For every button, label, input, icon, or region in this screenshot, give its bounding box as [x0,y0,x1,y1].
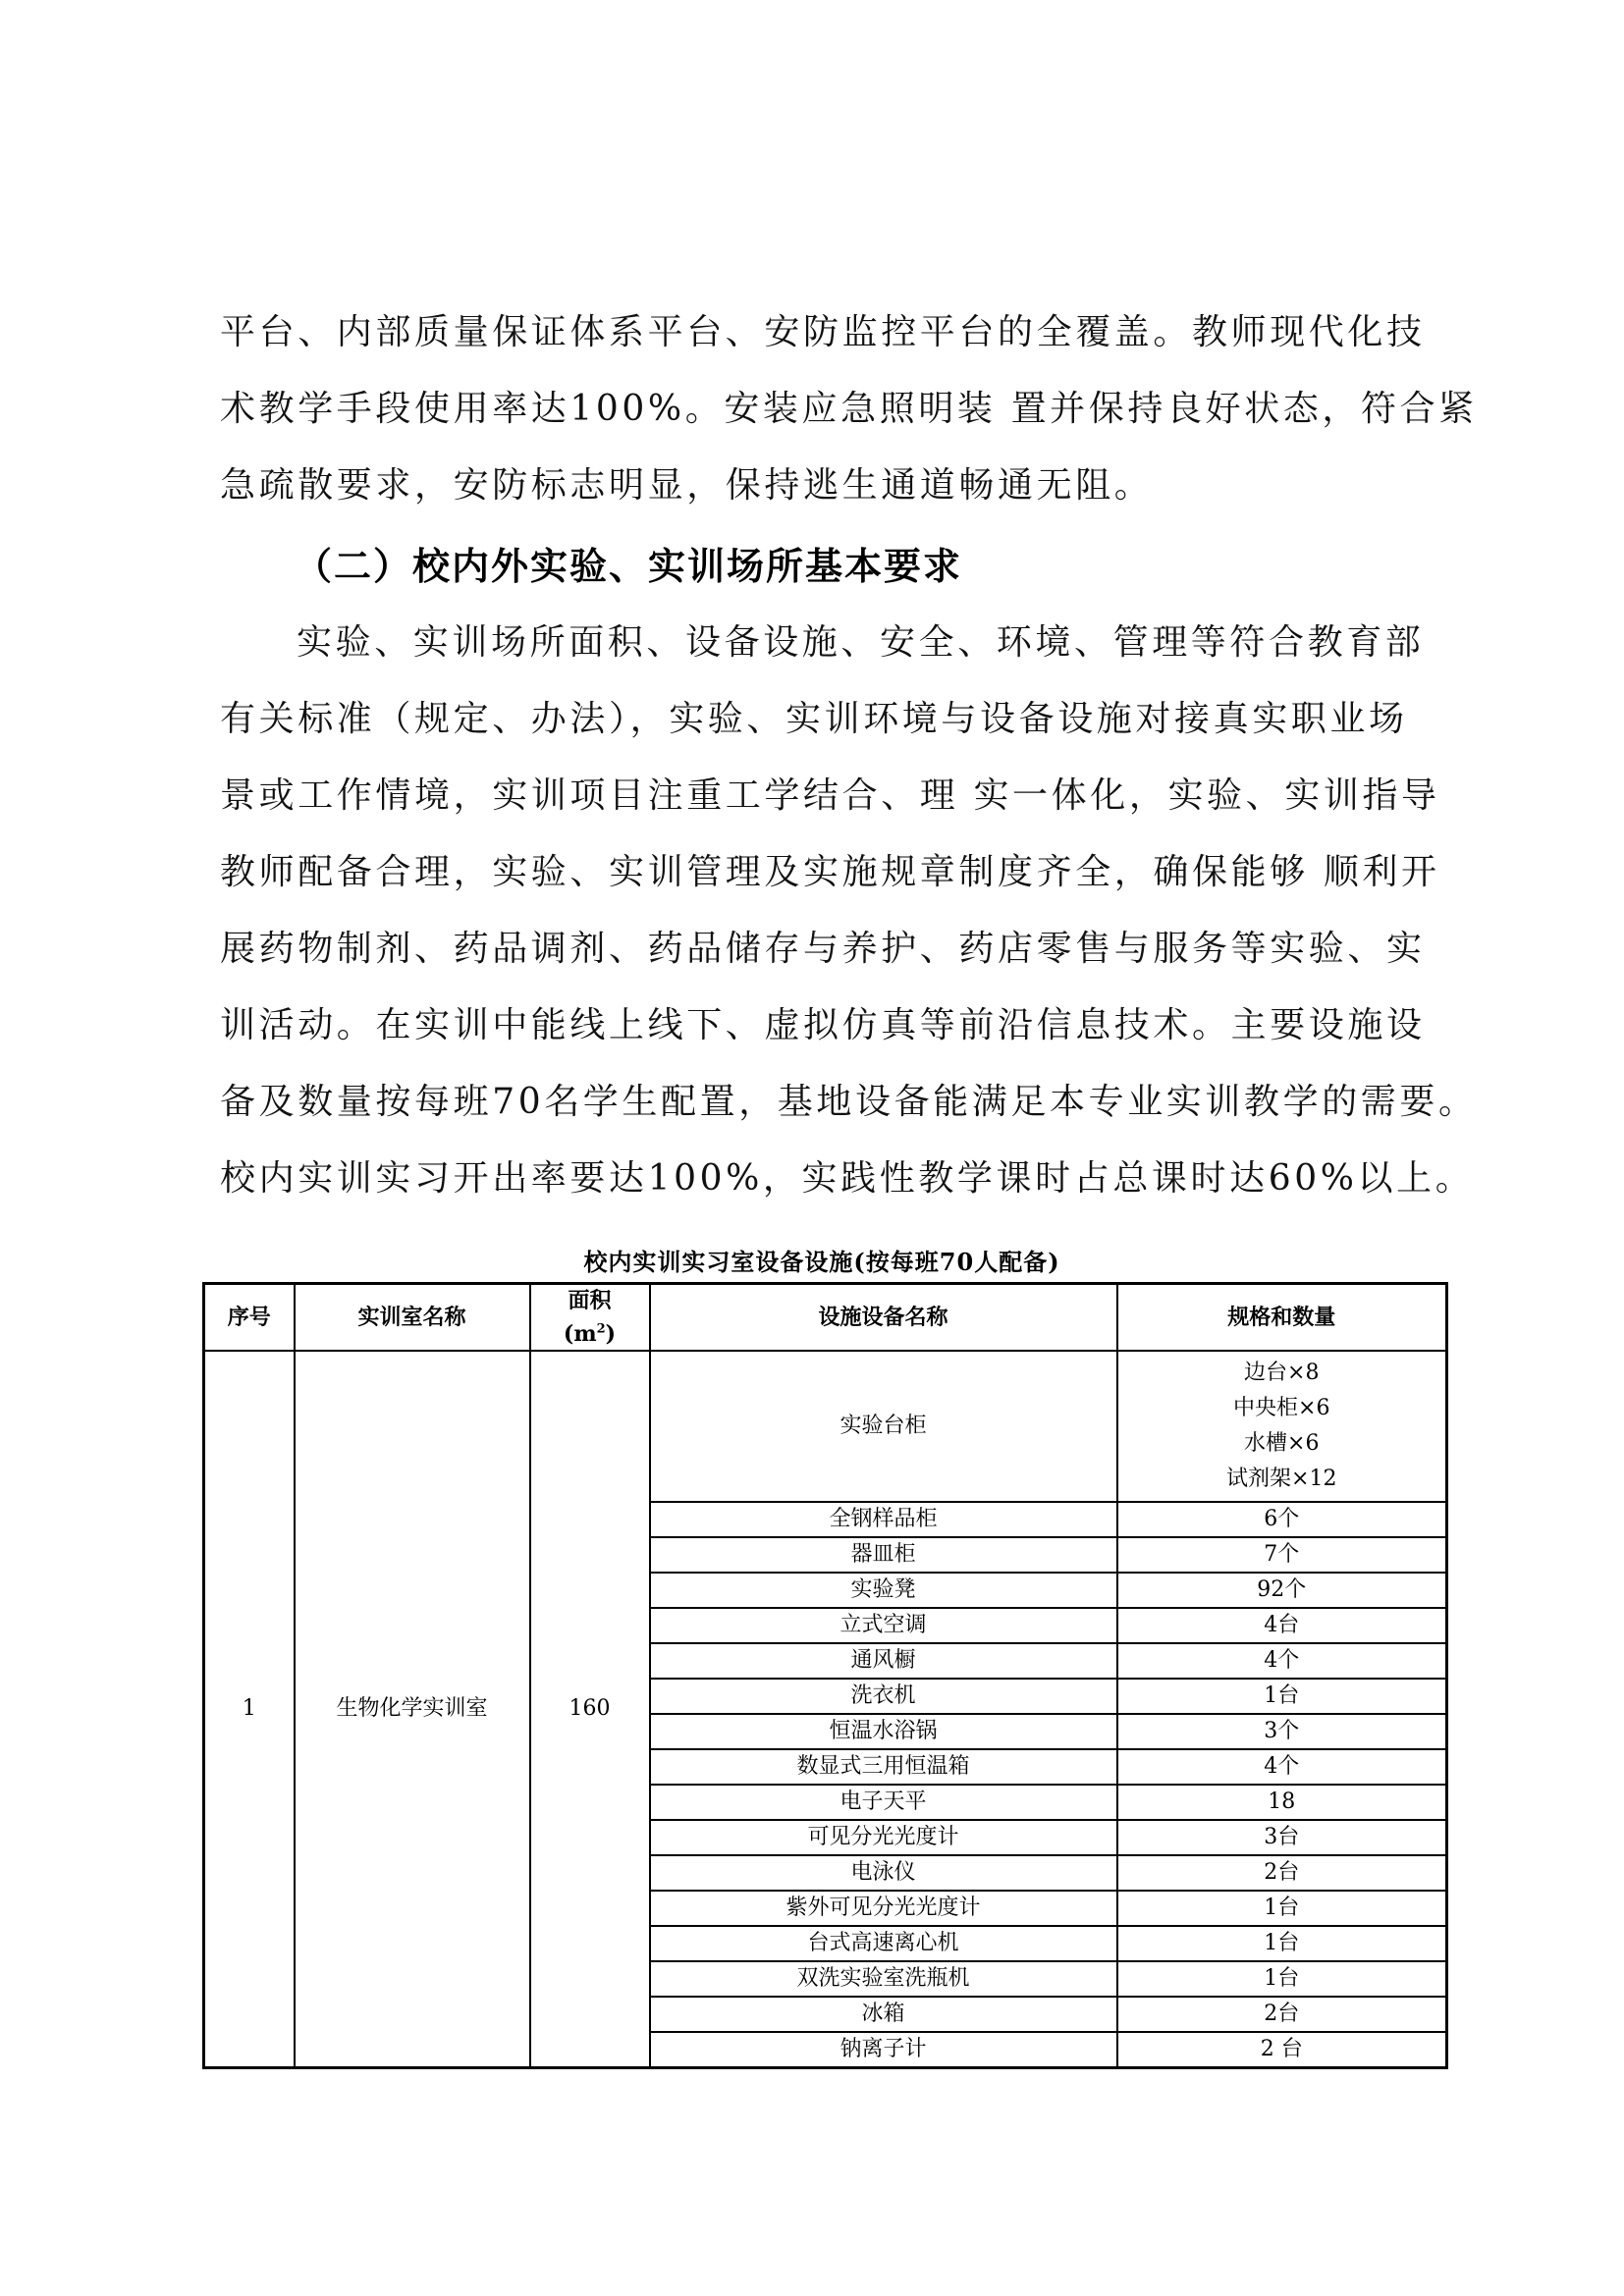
table-header-row [204,1284,1447,1352]
cell-equipment: 台式高速离心机 [650,1926,1117,1961]
cell-equipment: 数显式三用恒温箱 [650,1749,1117,1785]
header-room-name: 实训室名称 [295,1284,530,1352]
spec-line: 水槽×6 [1244,1431,1320,1456]
section-heading: （二）校内外实验、实训场所基本要求 [295,545,963,588]
cell-spec: 4个 [1117,1749,1447,1785]
text-line: 术教学手段使用率达100%。安装应急照明装 置并保持良好状态，符合紧 [220,389,1478,429]
text-line: 校内实训实习开出率要达100%，实践性教学课时占总课时达60%以上。 [220,1158,1475,1199]
cell-spec: 3台 [1117,1820,1447,1855]
text-line: 有关标准（规定、办法），实验、实训环境与设备设施对接真实职业场 [220,699,1408,739]
cell-equipment: 电子天平 [650,1785,1117,1820]
cell-spec: 1台 [1117,1961,1447,1997]
header-area [530,1284,650,1352]
cell-spec: 4个 [1117,1643,1447,1679]
cell-spec: 2 台 [1117,2032,1447,2068]
cell-spec: 1台 [1117,1926,1447,1961]
cell-equipment: 双洗实验室洗瓶机 [650,1961,1117,1997]
cell-spec: 2台 [1117,1997,1447,2032]
table-row [204,1351,1447,1502]
cell-equipment: 立式空调 [650,1608,1117,1643]
cell-equipment: 器皿柜 [650,1537,1117,1573]
cell-spec: 3个 [1117,1714,1447,1749]
intro-paragraph [220,294,1478,524]
cell-equipment: 钠离子计 [650,2032,1117,2068]
cell-spec: 6个 [1117,1502,1447,1537]
header-area-unit: $(m^2)$ [563,1321,617,1348]
cell-spec: 7个 [1117,1537,1447,1573]
cell-equipment: 通风橱 [650,1643,1117,1679]
cell-spec: 1台 [1117,1891,1447,1926]
cell-equipment: 电泳仪 [650,1855,1117,1891]
cell-equipment: 洗衣机 [650,1679,1117,1714]
text-line: 实验、实训场所面积、设备设施、安全、环境、管理等符合教育部 [297,622,1425,663]
cell-spec: 1台 [1117,1679,1447,1714]
cell-equipment: 全钢样品柜 [650,1502,1117,1537]
cell-seq: 1 [204,1351,295,2068]
cell-spec: 92个 [1117,1573,1447,1608]
text-line: 教师配备合理，实验、实训管理及实施规章制度齐全，确保能够 顺利开 [220,852,1440,892]
text-line: 急疏散要求，安防标志明显，保持逃生通道畅通无阻。 [220,465,1154,506]
cell-equipment: 紫外可见分光光度计 [650,1891,1117,1926]
header-area-label: 面积 [568,1287,612,1313]
text-line: 展药物制剂、药品调剂、药品储存与养护、药店零售与服务等实验、实 [220,929,1426,969]
spec-line: 试剂架×12 [1226,1467,1337,1491]
header-spec: 规格和数量 [1117,1284,1447,1352]
text-line: 备及数量按每班70名学生配置，基地设备能满足本专业实训教学的需要。 [220,1082,1478,1122]
header-seq: 序号 [204,1284,295,1352]
text-line: 训活动。在实训中能线上线下、虚拟仿真等前沿信息技术。主要设施设 [220,1005,1426,1045]
cell-equipment: 实验台柜 [650,1351,1117,1502]
cell-room-name: 生物化学实训室 [295,1351,530,2068]
cell-equipment: 冰箱 [650,1997,1117,2032]
body-paragraph [220,605,1478,1217]
spec-line: 中央柜×6 [1233,1396,1330,1420]
cell-spec: 4台 [1117,1608,1447,1643]
cell-equipment: 恒温水浴锅 [650,1714,1117,1749]
header-equipment: 设施设备名称 [650,1284,1117,1352]
cell-equipment: 可见分光光度计 [650,1820,1117,1855]
cell-spec: 2台 [1117,1855,1447,1891]
equipment-table [202,1282,1448,2069]
text-line: 景或工作情境，实训项目注重工学结合、理 实一体化，实验、实训指导 [220,775,1440,816]
cell-area: 160 [530,1351,650,2068]
cell-spec [1117,1351,1447,1502]
text-line: 平台、内部质量保证体系平台、安防监控平台的全覆盖。教师现代化技 [220,312,1426,352]
table-title: 校内实训实习室设备设施(按每班70人配备) [583,1248,1060,1276]
spec-line: 边台×8 [1244,1361,1320,1385]
cell-spec: 18 [1117,1785,1447,1820]
cell-equipment: 实验凳 [650,1573,1117,1608]
